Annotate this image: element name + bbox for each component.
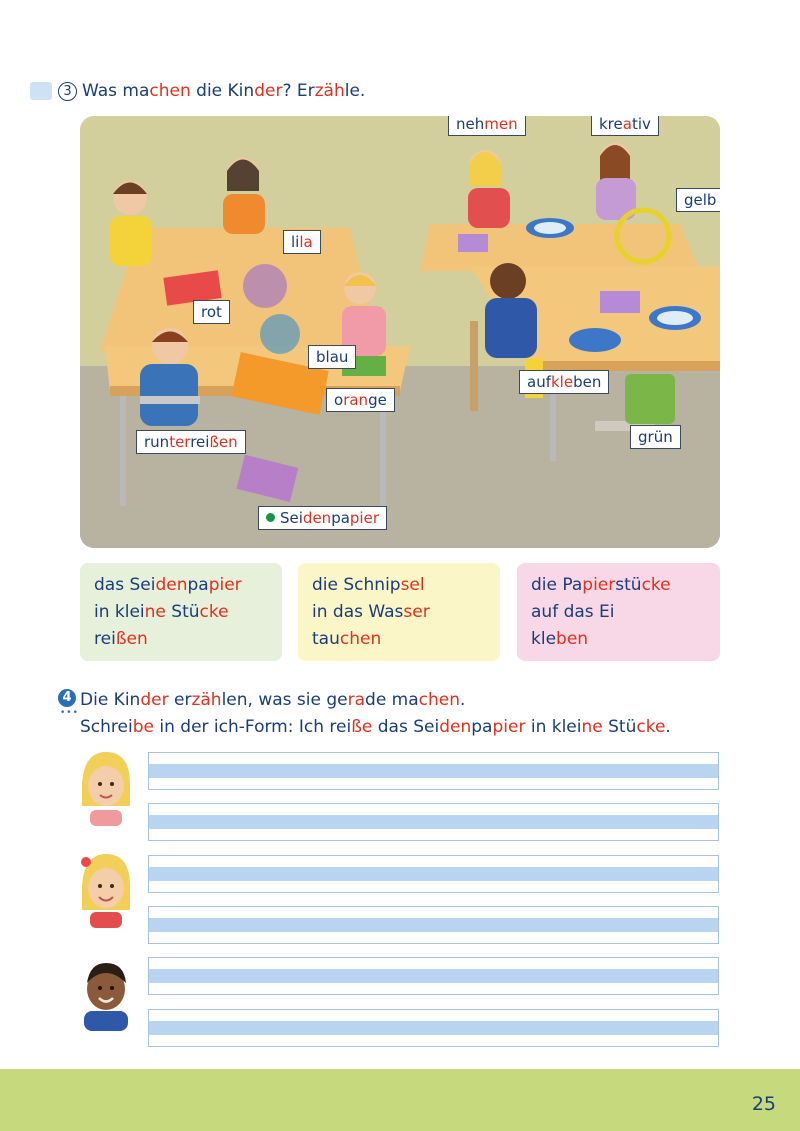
phrase-line: die Schnipsel xyxy=(312,575,425,595)
page-number: 25 xyxy=(751,1093,776,1115)
writing-line[interactable] xyxy=(148,1009,719,1047)
task-3-heading xyxy=(58,79,365,103)
label-orange: orange xyxy=(326,388,395,412)
label-kreativ: kreativ xyxy=(591,116,659,136)
phrase-box-2 xyxy=(298,563,500,661)
girl-with-bow-face-icon xyxy=(76,852,134,928)
phrase-line: in kleine Stücke xyxy=(94,602,229,622)
label-blau: blau xyxy=(308,345,356,369)
writing-line[interactable] xyxy=(148,855,719,893)
label-aufkleben: aufkleben xyxy=(519,370,609,394)
page-footer xyxy=(0,1069,800,1131)
writing-line[interactable] xyxy=(148,752,719,790)
phrase-box-1 xyxy=(80,563,282,661)
dots-icon: ••• xyxy=(60,708,79,718)
label-runterreissen: runterreißen xyxy=(136,430,246,454)
label-seidenpapier: Seidenpapier xyxy=(258,506,387,530)
girl-face-icon xyxy=(76,750,134,826)
label-gruen: grün xyxy=(630,425,681,449)
classroom-illustration xyxy=(80,116,720,548)
writing-line[interactable] xyxy=(148,957,719,995)
label-gelb: gelb xyxy=(676,188,720,212)
writing-line[interactable] xyxy=(148,803,719,841)
phrase-line: auf das Ei xyxy=(531,602,615,622)
scene-drawing xyxy=(80,116,720,548)
phrase-line: kleben xyxy=(531,629,589,649)
task-number: 3 xyxy=(58,82,77,101)
label-lila: lila xyxy=(283,230,321,254)
task-3-title: Was machen die Kinder? Erzähle. xyxy=(82,81,366,101)
phrase-line: in das Wasser xyxy=(312,602,430,622)
speech-bubble-icon xyxy=(30,82,52,100)
writing-line[interactable] xyxy=(148,906,719,944)
phrase-box-3 xyxy=(517,563,720,661)
green-dot-icon xyxy=(266,513,275,522)
phrase-line: reißen xyxy=(94,629,148,649)
label-rot: rot xyxy=(193,300,230,324)
phrase-line: tauchen xyxy=(312,629,382,649)
task-4-number: 4 xyxy=(58,689,76,707)
boy-face-icon xyxy=(76,955,134,1031)
phrase-line: die Papierstücke xyxy=(531,575,671,595)
task-4-line-2: Schreibe in der ich-Form: Ich reiße das Seidenpapier in kleine Stücke. xyxy=(80,717,671,737)
task-4-line-1: Die Kinder erzählen, was sie gerade machen. xyxy=(80,690,466,710)
phrase-line: das Seidenpapier xyxy=(94,575,242,595)
label-nehmen: nehmen xyxy=(448,116,526,136)
